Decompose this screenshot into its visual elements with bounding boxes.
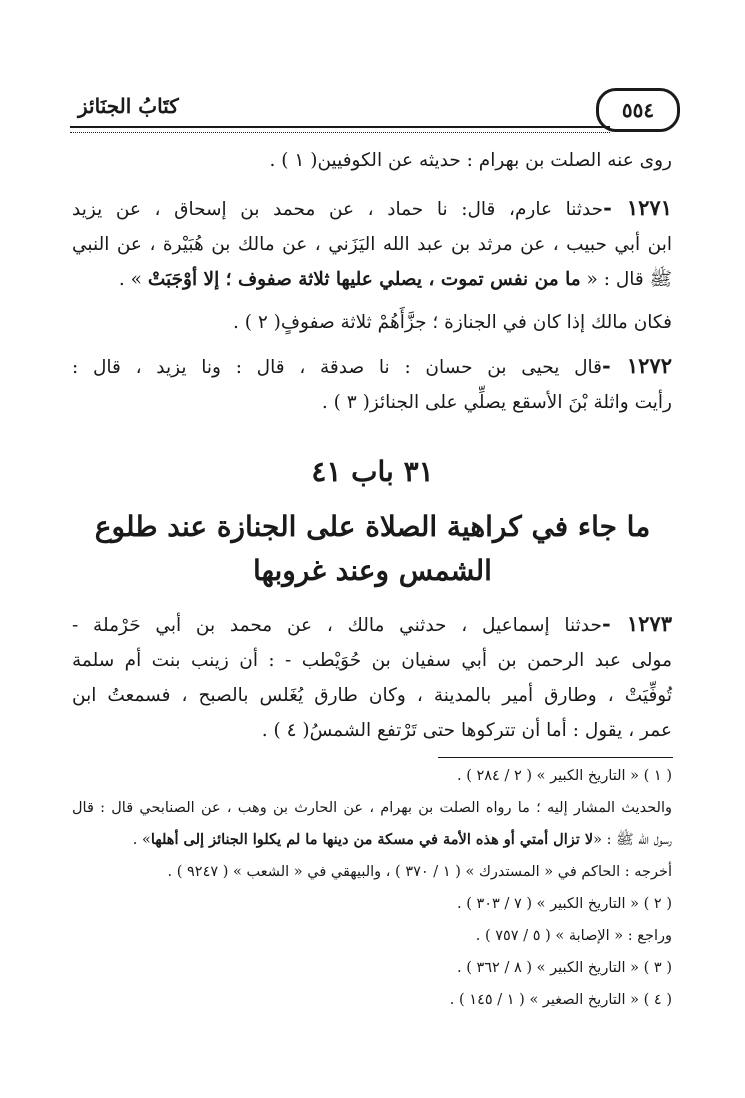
hadith-1271-line-3 (72, 262, 672, 297)
chapter-title (60, 505, 685, 593)
footnote-4: ( ٤ ) « التاريخ الصغير » ( ١ / ١٤٥ ) . (449, 992, 672, 1008)
header-rule (70, 126, 610, 133)
hadith-1273-line-1 (72, 606, 672, 643)
hadith-1271-quote: ما من نفس تموت ، يصلي عليها ثلاثة صفوف ؛ إلا أوْجَبَتْ (147, 269, 581, 290)
body-block-bottom (72, 606, 672, 748)
hadith-1271-text-3a: ﷺ قال : « (586, 269, 672, 290)
hadith-1271-line-1 (72, 190, 672, 227)
footnote-1: ( ١ ) « التاريخ الكبير » ( ٢ / ٢٨٤ ) . (456, 768, 672, 784)
hadith-1273-line-4: عمر ، يقول : أما أن تتركوها حتى تَرْتفع الشمسُ( ٤ ) . (261, 720, 672, 741)
footnote-1-hadith (72, 824, 672, 856)
footnote-1-hadith-quote: لا تزال أمتي أو هذه الأمة في مسكة من دينها ما لم يكلوا الجنائز إلى أهلها (150, 831, 594, 848)
footnote-separator (438, 757, 673, 758)
hadith-1271-text-3b: » . (118, 269, 142, 290)
chapter-title-line-1: ما جاء في كراهية الصلاة على الجنازة عند طلوع (94, 510, 651, 543)
hadith-1273-line-3: تُوفِّيَتْ ، وطارق أمير بالمدينة ، وكان طارق يُغَلس بالصبح ، فسمعتُ ابن (72, 685, 672, 706)
hadith-1273-text-1: حدثنا إسماعيل ، حدثني مالك ، عن محمد بن أبي حَرْملة - (72, 615, 602, 636)
running-title: كتَابُ الجنَائز (78, 94, 179, 118)
body-block-top (72, 143, 672, 420)
paragraph-intro: روى عنه الصلت بن بهرام : حديثه عن الكوفيين( ١ ) . (269, 150, 672, 171)
hadith-1272-line-2: رأيت واثلة بْنَ الأسقع يصلِّي على الجنائز( ٣ ) . (321, 392, 672, 413)
hadith-number-1273: ١٢٧٣ - (601, 611, 672, 636)
hadith-1272-text-1: قال يحيى بن حسان : نا صدقة ، قال : ونا يزيد ، قال : (72, 357, 602, 378)
footnote-1-hadith-pre: رسول الله ﷺ : « (593, 832, 672, 848)
footnotes (72, 760, 672, 1016)
hadith-number-1272: ١٢٧٢ - (602, 353, 672, 378)
hadith-1272-line-1 (72, 348, 672, 385)
hadith-1271-line-2: ابن أبي حبيب ، عن مرثد بن عبد الله اليَزَني ، عن مالك بن هُبَيْرة ، عن النبي (72, 234, 672, 255)
footnote-1-hadith-post: » . (132, 832, 151, 848)
hadith-number-1271: ١٢٧١ - (603, 195, 672, 220)
hadith-1273-line-2: مولى عبد الرحمن بن أبي سفيان بن حُوَيْطب - : أن زينب بنت أم سلمة (72, 650, 672, 671)
paragraph-malik: فكان مالك إذا كان في الجنازة ؛ جزَّأَهُمْ ثلاثة صفوفٍ( ٢ ) . (232, 312, 672, 333)
footnote-3: ( ٣ ) « التاريخ الكبير » ( ٨ / ٣٦٢ ) . (456, 960, 672, 976)
chapter-number: ٣١ باب ٤١ (311, 455, 434, 488)
hadith-1271-text-1: حدثنا عارم، قال: نا حماد ، عن محمد بن إسحاق ، عن يزيد (72, 199, 604, 220)
footnote-2-detail: وراجع : « الإصابة » ( ٥ / ٧٥٧ ) . (475, 928, 672, 944)
footnote-1-source: أخرجه : الحاكم في « المستدرك » ( ١ / ٣٧٠ ) ، والبيهقي في « الشعب » ( ٩٢٤٧ ) . (167, 864, 672, 880)
page-header (60, 92, 680, 134)
page-number-badge: ٥٥٤ (596, 88, 680, 132)
footnote-2: ( ٢ ) « التاريخ الكبير » ( ٧ / ٣٠٣ ) . (456, 896, 672, 912)
footnote-1-detail: والحديث المشار إليه ؛ ما رواه الصلت بن بهرام ، عن الحارث بن وهب ، عن الصنابحي قال : قال (72, 800, 672, 816)
chapter-title-line-2: الشمس وعند غروبها (253, 554, 492, 587)
